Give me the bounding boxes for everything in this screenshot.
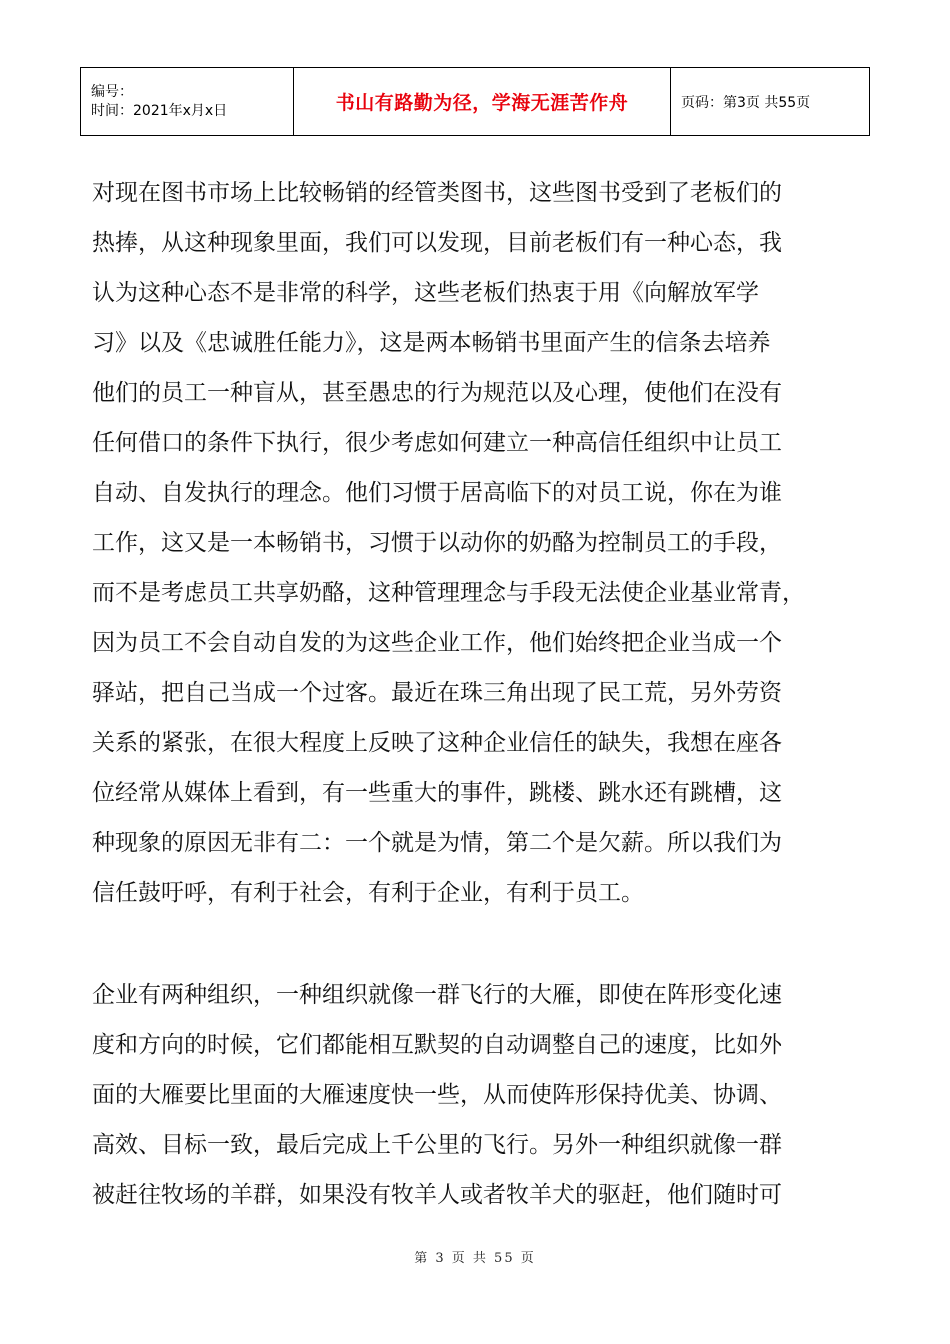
text-line: 认为这种心态不是非常的科学，这些老板们热衷于用《向解放军学 — [92, 280, 759, 306]
text-line: 位经常从媒体上看到，有一些重大的事件，跳楼、跳水还有跳槽，这 — [92, 780, 782, 806]
header-motto: 书山有路勤为径，学海无涯苦作舟 — [294, 68, 671, 136]
text-line: 对现在图书市场上比较畅销的经管类图书，这些图书受到了老板们的 — [92, 180, 782, 206]
text-line: 驿站，把自己当成一个过客。最近在珠三角出现了民工荒，另外劳资 — [92, 680, 782, 706]
text-line: 而不是考虑员工共享奶酪，这种管理理念与手段无法使企业基业常青， — [92, 580, 805, 606]
document-body — [92, 168, 862, 1220]
text-line: 面的大雁要比里面的大雁速度快一些，从而使阵形保持优美、协调、 — [92, 1082, 782, 1108]
paragraph-1 — [92, 168, 862, 918]
text-line: 高效、目标一致，最后完成上千公里的飞行。另外一种组织就像一群 — [92, 1132, 782, 1158]
text-line: 因为员工不会自动自发的为这些企业工作，他们始终把企业当成一个 — [92, 630, 782, 656]
text-line: 被赶往牧场的羊群，如果没有牧羊人或者牧羊犬的驱赶，他们随时可 — [92, 1182, 782, 1208]
number-label: 编号： — [91, 83, 133, 100]
text-line: 关系的紧张，在很大程度上反映了这种企业信任的缺失，我想在座各 — [92, 730, 782, 756]
paragraph-2 — [92, 970, 862, 1220]
header-page-label: 页码：第3页 共55页 — [671, 68, 870, 136]
text-line: 任何借口的条件下执行，很少考虑如何建立一种高信任组织中让员工 — [92, 430, 782, 456]
text-line: 热捧，从这种现象里面，我们可以发现，目前老板们有一种心态，我 — [92, 230, 782, 256]
text-line: 信任鼓吁呼，有利于社会，有利于企业，有利于员工。 — [92, 880, 644, 906]
header-table — [80, 67, 870, 136]
page-footer: 第 3 页 共 55 页 — [414, 1251, 536, 1266]
text-line: 种现象的原因无非有二：一个就是为情，第二个是欠薪。所以我们为 — [92, 830, 782, 856]
text-line: 度和方向的时候，它们都能相互默契的自动调整自己的速度，比如外 — [92, 1032, 782, 1058]
text-line: 工作，这又是一本畅销书，习惯于以动你的奶酪为控制员工的手段， — [92, 530, 782, 556]
header-meta-cell — [81, 68, 294, 136]
text-line: 企业有两种组织，一种组织就像一群飞行的大雁，即使在阵形变化速 — [92, 982, 782, 1008]
text-line: 自动、自发执行的理念。他们习惯于居高临下的对员工说，你在为谁 — [92, 480, 782, 506]
text-line: 他们的员工一种盲从，甚至愚忠的行为规范以及心理，使他们在没有 — [92, 380, 782, 406]
text-line: 习》以及《忠诚胜任能力》，这是两本畅销书里面产生的信条去培养 — [92, 330, 771, 356]
time-label: 时间：2021年x月x日 — [91, 102, 228, 119]
